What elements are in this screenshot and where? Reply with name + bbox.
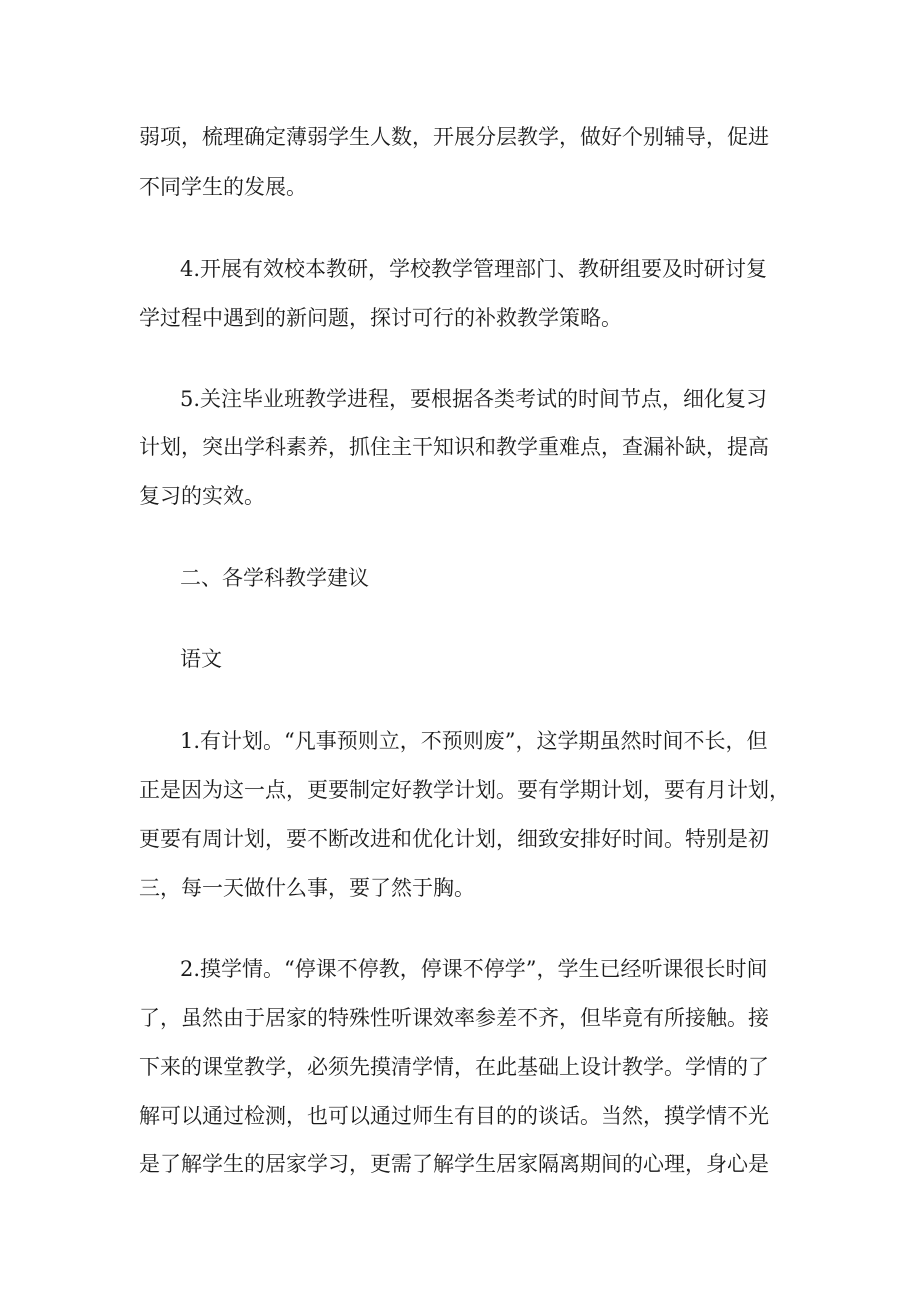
text-line: 4.开展有效校本教研，学校教学管理部门、教研组要及时研讨复 bbox=[180, 257, 768, 281]
subject-heading: 语文 bbox=[180, 647, 222, 671]
text-line: 计划，突出学科素养，抓住主干知识和教学重难点，查漏补缺，提高 bbox=[139, 435, 769, 459]
text-line: 解可以通过检测，也可以通过师生有目的的谈话。当然，摸学情不光 bbox=[139, 1104, 769, 1128]
text-line: 更要有周计划，要不断改进和优化计划，细致安排好时间。特别是初 bbox=[139, 827, 769, 851]
text-line: 是了解学生的居家学习，更需了解学生居家隔离期间的心理，身心是 bbox=[139, 1152, 769, 1176]
text-line: 5.关注毕业班教学进程，要根据各类考试的时间节点，细化复习 bbox=[180, 387, 768, 411]
text-line: 学过程中遇到的新问题，探讨可行的补救教学策略。 bbox=[139, 306, 622, 330]
text-line: 弱项，梳理确定薄弱学生人数，开展分层教学，做好个别辅导，促进 bbox=[139, 125, 769, 149]
text-line: 复习的实效。 bbox=[139, 484, 265, 508]
section-heading: 二、各学科教学建议 bbox=[180, 566, 369, 590]
text-line: 正是因为这一点，更要制定好教学计划。要有学期计划，要有月计划， bbox=[139, 778, 790, 802]
text-line: 1.有计划。“凡事预则立，不预则废”，这学期虽然时间不长，但 bbox=[180, 729, 768, 753]
text-line: 下来的课堂教学，必须先摸清学情，在此基础上设计教学。学情的了 bbox=[139, 1055, 769, 1079]
text-line: 不同学生的发展。 bbox=[139, 175, 307, 199]
text-line: 三，每一天做什么事，要了然于胸。 bbox=[139, 876, 475, 900]
text-line: 了，虽然由于居家的特殊性听课效率参差不齐，但毕竟有所接触。接 bbox=[139, 1006, 769, 1030]
text-line: 2.摸学情。“停课不停教，停课不停学”，学生已经听课很长时间 bbox=[180, 957, 768, 981]
